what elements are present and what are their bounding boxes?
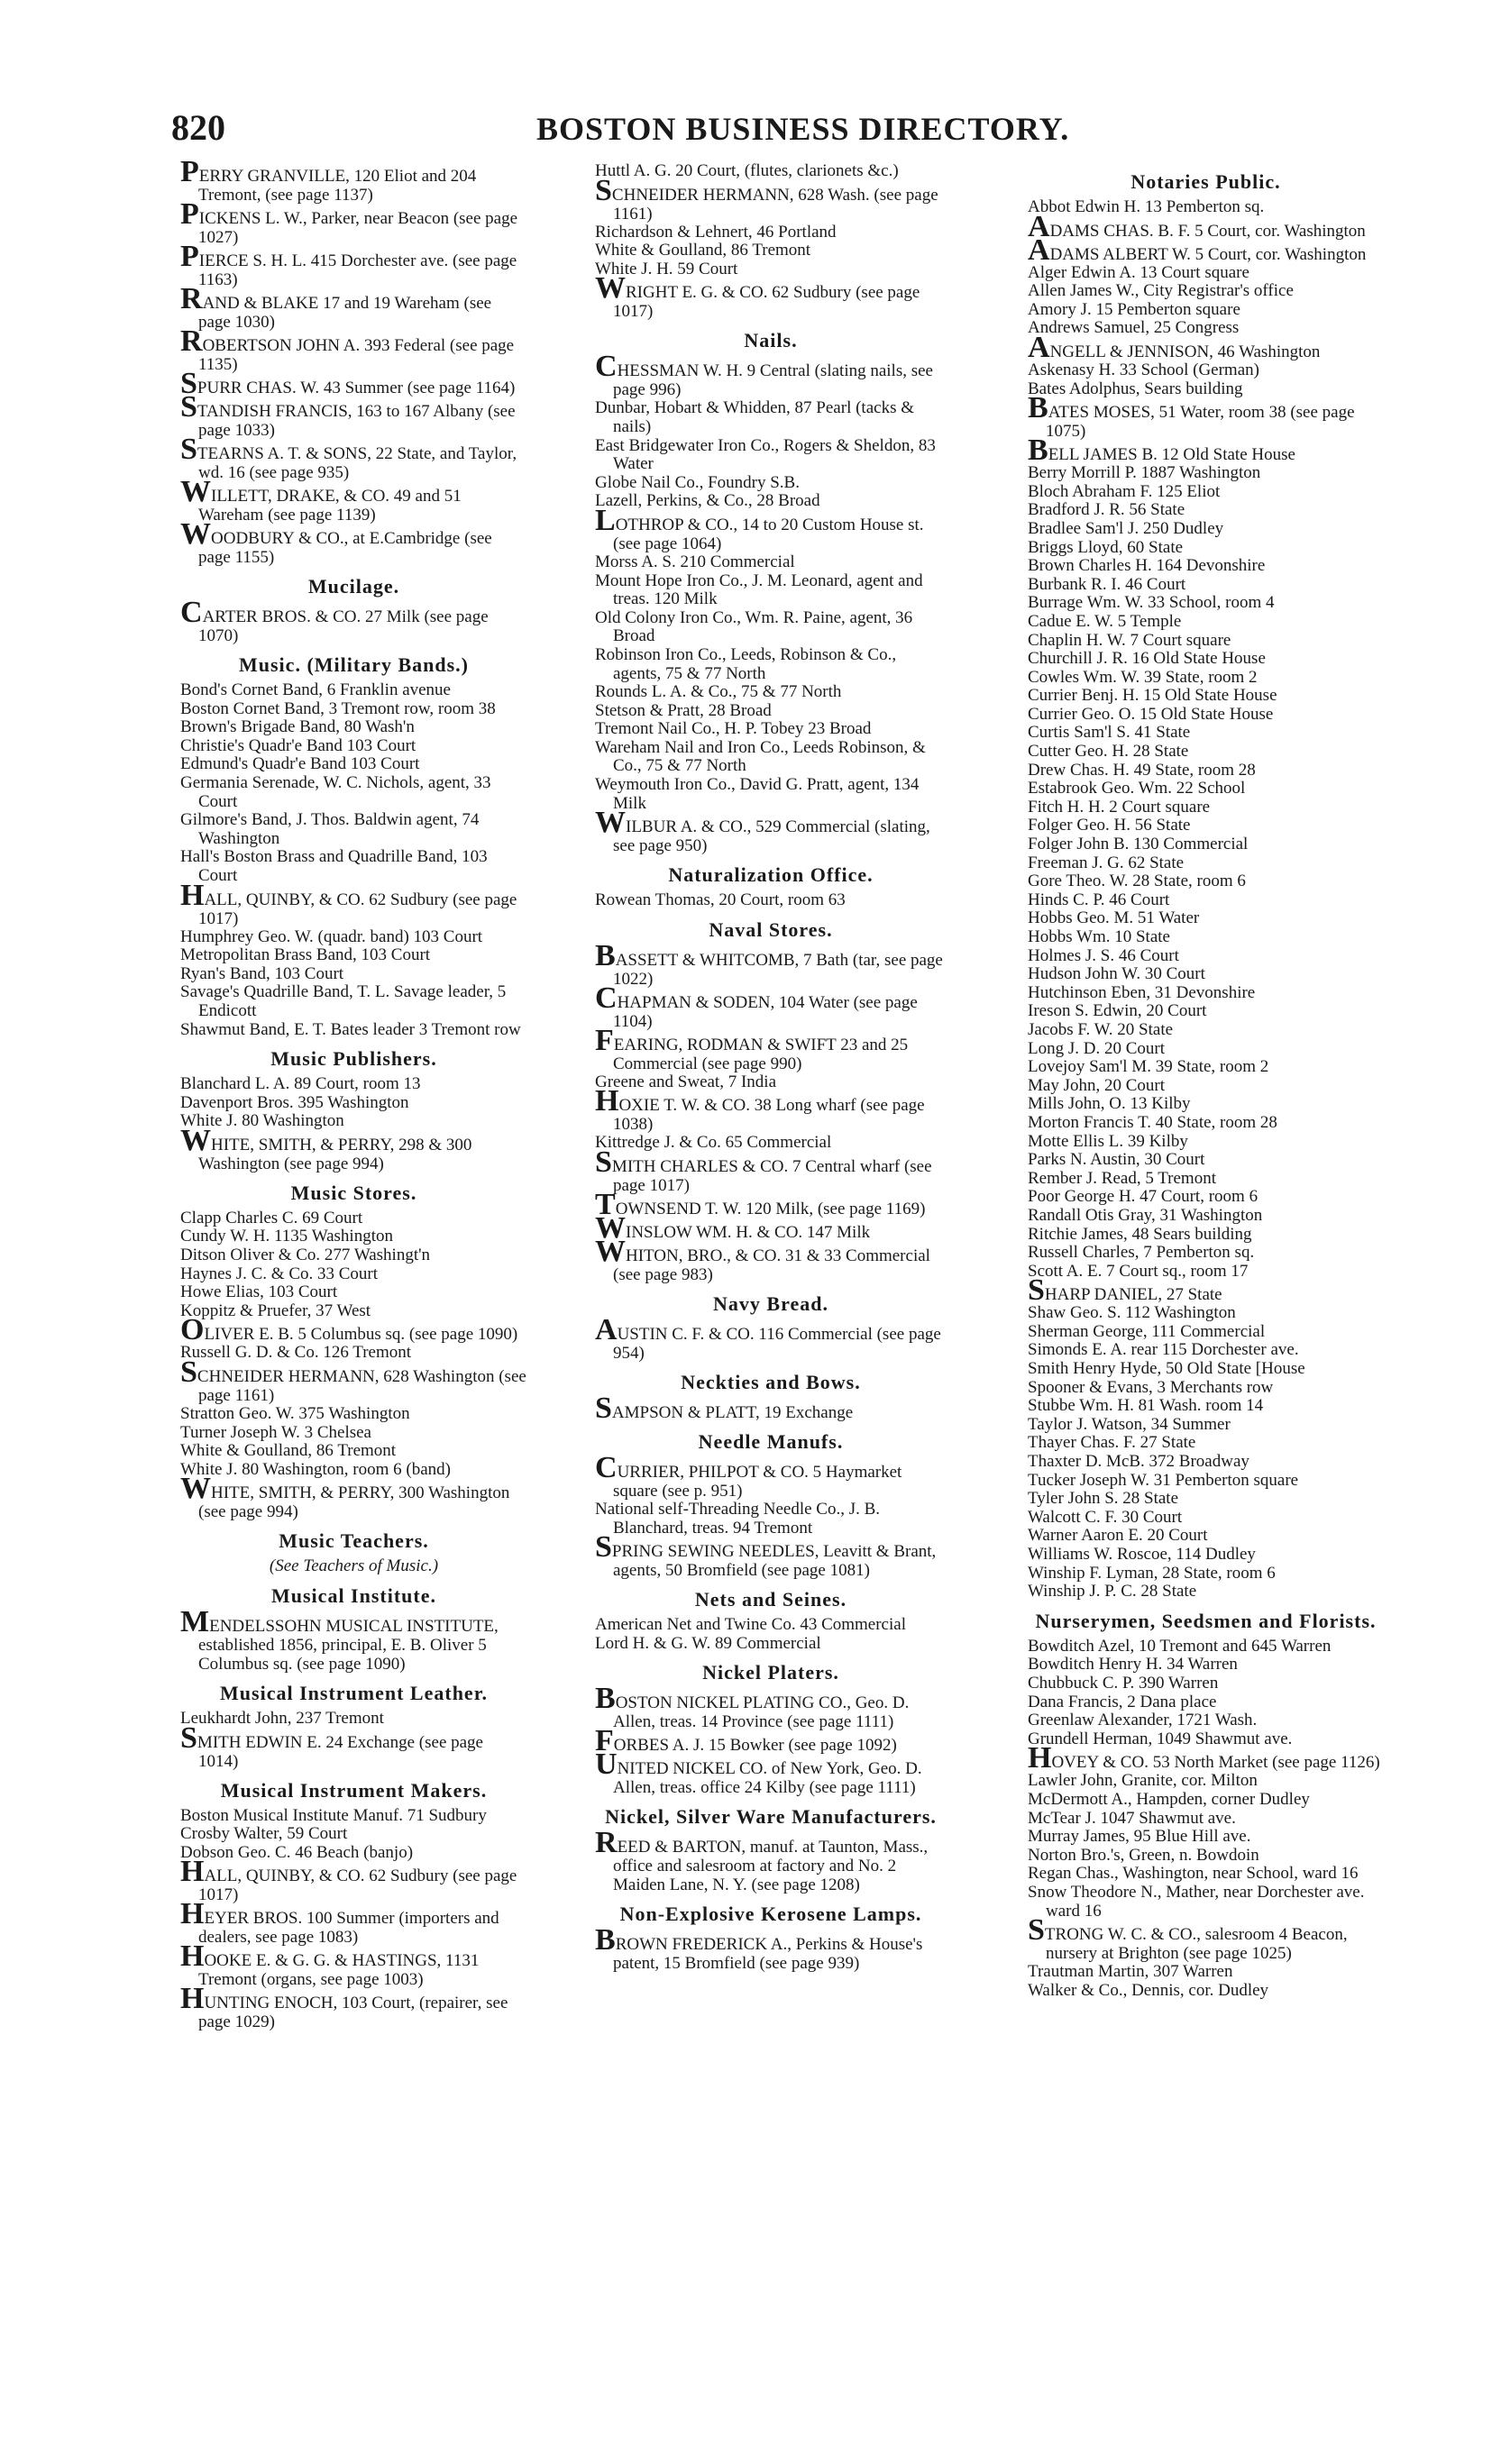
directory-entry: White J. H. 59 Court bbox=[595, 259, 738, 278]
directory-entry: Warner Aaron E. 20 Court bbox=[1028, 1526, 1208, 1546]
directory-entry: LOTHROP & CO., 14 to 20 Custom House st. (see page 1064) bbox=[595, 503, 924, 553]
directory-entry: Currier Benj. H. 15 Old State House bbox=[1028, 686, 1277, 706]
directory-entry: Boston Musical Institute Manuf. 71 Sudbury bbox=[180, 1805, 487, 1825]
directory-entry: Stratton Geo. W. 375 Washington bbox=[180, 1404, 410, 1424]
directory-entry: Thaxter D. McB. 372 Broadway bbox=[1028, 1452, 1249, 1472]
directory-entry: WHITE, SMITH, & PERRY, 298 & 300 Washington (see page 994) bbox=[180, 1123, 472, 1173]
directory-entry: Mount Hope Iron Co., J. M. Leonard, agent and treas. 120 Milk bbox=[595, 570, 923, 609]
directory-entry: White & Goulland, 86 Tremont bbox=[180, 1441, 397, 1461]
directory-entry: STEARNS A. T. & SONS, 22 State, and Taylor, wd. 16 (see page 935) bbox=[180, 433, 517, 482]
directory-entry: Berry Morrill P. 1887 Washington bbox=[1028, 463, 1261, 483]
directory-entry: Hobbs Wm. 10 State bbox=[1028, 927, 1170, 946]
directory-entry: WOODBURY & CO., at E.Cambridge (see page 1155) bbox=[180, 517, 492, 567]
directory-entry: Morton Francis T. 40 State, room 28 bbox=[1028, 1112, 1277, 1132]
directory-entry: Cadue E. W. 5 Temple bbox=[1028, 611, 1182, 631]
directory-entry: Rowean Thomas, 20 Court, room 63 bbox=[595, 890, 846, 910]
listing-group bbox=[180, 596, 527, 645]
directory-entry: Savage's Quadrille Band, T. L. Savage leader, 5 Endicott bbox=[180, 982, 507, 1020]
directory-entry: Burbank R. I. 46 Court bbox=[1028, 574, 1186, 594]
section-heading: Nickel Platers. bbox=[702, 1661, 839, 1684]
directory-entry: PICKENS L. W., Parker, near Beacon (see page 1027) bbox=[180, 197, 518, 247]
directory-entry: Grundell Herman, 1049 Shawmut ave. bbox=[1028, 1729, 1293, 1748]
directory-entry: STRONG W. C. & CO., salesroom 4 Beacon, nursery at Brighton (see page 1025) bbox=[1028, 1913, 1348, 1964]
listing-group bbox=[595, 1616, 947, 1653]
directory-entry: Holmes J. S. 46 Court bbox=[1028, 945, 1179, 965]
section-heading: Music Stores. bbox=[290, 1181, 417, 1204]
directory-entry: Askenasy H. 33 School (German) bbox=[1028, 360, 1259, 379]
directory-entry: HUNTING ENOCH, 103 Court, (repairer, see page 1029) bbox=[180, 1982, 508, 2032]
directory-entry: HALL, QUINBY, & CO. 62 Sudbury (see page 1017) bbox=[180, 878, 517, 928]
directory-entry: Walker & Co., Dennis, cor. Dudley bbox=[1028, 1980, 1269, 2000]
directory-entry: Bradlee Sam'l J. 250 Dudley bbox=[1028, 518, 1224, 538]
directory-entry: Hobbs Geo. M. 51 Water bbox=[1028, 908, 1200, 928]
directory-entry: Snow Theodore N., Mather, near Dorchester ave. ward 16 bbox=[1028, 1882, 1365, 1921]
directory-entry: Germania Serenade, W. C. Nichols, agent, 33 Court bbox=[180, 772, 491, 811]
directory-entry: Tremont Nail Co., H. P. Tobey 23 Broad bbox=[595, 719, 872, 739]
directory-entry: Abbot Edwin H. 13 Pemberton sq. bbox=[1028, 197, 1265, 216]
directory-entry: Russell G. D. & Co. 126 Tremont bbox=[180, 1343, 412, 1363]
directory-entry: Bloch Abraham F. 125 Eliot bbox=[1028, 481, 1221, 501]
directory-entry: Williams W. Roscoe, 114 Dudley bbox=[1028, 1545, 1256, 1564]
section-heading: Naturalization Office. bbox=[668, 863, 874, 887]
directory-entry: Norton Bro.'s, Green, n. Bowdoin bbox=[1028, 1845, 1259, 1865]
directory-entry: Koppitz & Pruefer, 37 West bbox=[180, 1300, 371, 1320]
directory-entry: Scott A. E. 7 Court sq., room 17 bbox=[1028, 1261, 1249, 1281]
directory-entry: WILBUR A. & CO., 529 Commercial (slating, see page 950) bbox=[595, 806, 930, 856]
directory-entry: Lawler John, Granite, cor. Milton bbox=[1028, 1771, 1258, 1791]
listing-group bbox=[180, 681, 527, 1039]
directory-entry: Davenport Bros. 395 Washington bbox=[180, 1092, 409, 1112]
section-heading: Non-Explosive Kerosene Lamps. bbox=[619, 1903, 922, 1926]
running-title: BOSTON BUSINESS DIRECTORY. bbox=[536, 111, 1070, 147]
directory-entry: Clapp Charles C. 69 Court bbox=[180, 1208, 363, 1227]
directory-entry: Leukhardt John, 237 Tremont bbox=[180, 1709, 384, 1728]
directory-entry: Spooner & Evans, 3 Merchants row bbox=[1028, 1377, 1274, 1397]
directory-entry: CHAPMAN & SODEN, 104 Water (see page 1104) bbox=[595, 981, 918, 1031]
directory-entry: FEARING, RODMAN & SWIFT 23 and 25 Commercial (see page 990) bbox=[595, 1023, 909, 1073]
directory-entry: East Bridgewater Iron Co., Rogers & Sheldon, 83 Water bbox=[595, 435, 936, 474]
directory-entry: Cundy W. H. 1135 Washington bbox=[180, 1227, 393, 1246]
listing-group bbox=[595, 891, 947, 910]
directory-entry: Poor George H. 47 Court, room 6 bbox=[1028, 1187, 1258, 1207]
directory-entry: National self-Threading Needle Co., J. B. Blanchard, treas. 94 Tremont bbox=[595, 1500, 881, 1538]
directory-entry: Globe Nail Co., Foundry S.B. bbox=[595, 472, 800, 492]
directory-entry: Andrews Samuel, 25 Congress bbox=[1028, 318, 1240, 338]
directory-entry: Metropolitan Brass Band, 103 Court bbox=[180, 945, 431, 965]
directory-entry: WHITON, BRO., & CO. 31 & 33 Commercial (see page 983) bbox=[595, 1235, 930, 1285]
directory-entry: Ireson S. Edwin, 20 Court bbox=[1028, 1001, 1207, 1021]
directory-entry: Long J. D. 20 Court bbox=[1028, 1038, 1165, 1058]
directory-entry: Rounds L. A. & Co., 75 & 77 North bbox=[595, 682, 842, 702]
directory-entry: PIERCE S. H. L. 415 Dorchester ave. (see page 1163) bbox=[180, 240, 517, 289]
section-heading: Music Publishers. bbox=[270, 1047, 437, 1071]
directory-entry: Christie's Quadr'e Band 103 Court bbox=[180, 735, 416, 755]
directory-entry: SMITH CHARLES & CO. 7 Central wharf (see page 1017) bbox=[595, 1145, 932, 1196]
directory-entry: Winship F. Lyman, 28 State, room 6 bbox=[1028, 1563, 1276, 1583]
directory-entry: Robinson Iron Co., Leeds, Robinson & Co., agents, 75 & 77 North bbox=[595, 644, 897, 683]
directory-entry: HALL, QUINBY, & CO. 62 Sudbury (see page 1017) bbox=[180, 1855, 517, 1905]
section-heading: Musical Instrument Makers. bbox=[220, 1778, 488, 1802]
directory-entry: Winship J. P. C. 28 State bbox=[1028, 1582, 1197, 1602]
directory-entry: Ritchie James, 48 Sears building bbox=[1028, 1224, 1252, 1244]
directory-entry: Kittredge J. & Co. 65 Commercial bbox=[595, 1133, 832, 1153]
directory-entry: Dobson Geo. C. 46 Beach (banjo) bbox=[180, 1842, 414, 1862]
directory-entry: ROBERTSON JOHN A. 393 Federal (see page 1135) bbox=[180, 324, 515, 374]
directory-entry: SMITH EDWIN E. 24 Exchange (see page 1014) bbox=[180, 1720, 483, 1771]
directory-entry: REED & BARTON, manuf. at Taunton, Mass., office and salesroom at factory and No. 2 Maiden Lane, N. Y. (see page 1208) bbox=[595, 1826, 929, 1895]
listing-group bbox=[595, 1826, 947, 1895]
directory-entry: Jacobs F. W. 20 State bbox=[1028, 1019, 1174, 1039]
directory-entry: White & Goulland, 86 Tremont bbox=[595, 241, 811, 260]
directory-entry: FORBES A. J. 15 Bowker (see page 1092) bbox=[595, 1724, 897, 1758]
directory-entry: Murray James, 95 Blue Hill ave. bbox=[1028, 1827, 1251, 1847]
directory-entry: Lord H. & G. W. 89 Commercial bbox=[595, 1633, 821, 1653]
listing-group bbox=[595, 1451, 947, 1581]
directory-entry: SPRING SEWING NEEDLES, Leavitt & Brant, agents, 50 Bromfield (see page 1081) bbox=[595, 1530, 937, 1581]
directory-entry: Hall's Boston Brass and Quadrille Band, 103 Court bbox=[180, 847, 488, 885]
directory-entry: Bradford J. R. 56 State bbox=[1028, 500, 1185, 520]
directory-entry: SPURR CHAS. W. 43 Summer (see page 1164) bbox=[180, 367, 516, 400]
directory-entry: CURRIER, PHILPOT & CO. 5 Haymarket square (see p. 951) bbox=[595, 1451, 902, 1501]
directory-entry: Amory J. 15 Pemberton square bbox=[1028, 299, 1240, 319]
directory-entry: Bowditch Henry H. 34 Warren bbox=[1028, 1655, 1238, 1675]
directory-entry: Taylor J. Watson, 34 Summer bbox=[1028, 1414, 1231, 1434]
section-heading: Music. (Military Bands.) bbox=[239, 653, 469, 676]
directory-entry: SCHNEIDER HERMANN, 628 Washington (see page 1161) bbox=[180, 1355, 526, 1406]
directory-entry: Cowles Wm. W. 39 State, room 2 bbox=[1028, 667, 1258, 687]
directory-entry: TOWNSEND T. W. 120 Milk, (see page 1169) bbox=[595, 1188, 926, 1222]
directory-entry: Bates Adolphus, Sears building bbox=[1028, 379, 1243, 398]
section-heading: Navy Bread. bbox=[713, 1292, 828, 1316]
directory-entry: White J. 80 Washington bbox=[180, 1111, 344, 1131]
directory-entry: ADAMS CHAS. B. F. 5 Court, cor. Washington bbox=[1028, 209, 1366, 243]
listing-group bbox=[1028, 1638, 1384, 2001]
directory-entry: ANGELL & JENNISON, 46 Washington bbox=[1028, 330, 1321, 364]
directory-entry: Regan Chas., Washington, near School, ward 16 bbox=[1028, 1864, 1359, 1884]
directory-entry: Greene and Sweat, 7 India bbox=[595, 1072, 777, 1091]
column-2 bbox=[595, 162, 947, 1973]
directory-entry: Allen James W., City Registrar's office bbox=[1028, 281, 1294, 301]
directory-entry: Curtis Sam'l S. 41 State bbox=[1028, 723, 1191, 743]
directory-entry: Dunbar, Hobart & Whidden, 87 Pearl (tacks & nails) bbox=[595, 398, 914, 436]
section-heading: Mucilage. bbox=[307, 575, 400, 598]
directory-entry: Mills John, O. 13 Kilby bbox=[1028, 1094, 1191, 1114]
directory-entry: HEYER BROS. 100 Summer (importers and dealers, see page 1083) bbox=[180, 1897, 499, 1948]
directory-entry: BROWN FREDERICK A., Perkins & House's patent, 15 Bromfield (see page 939) bbox=[595, 1923, 923, 1974]
directory-entry: Stubbe Wm. H. 81 Wash. room 14 bbox=[1028, 1396, 1264, 1416]
listing-group bbox=[180, 155, 527, 567]
directory-entry: SCHNEIDER HERMANN, 628 Wash. (see page 1161) bbox=[595, 173, 938, 224]
listing-group bbox=[595, 162, 947, 321]
directory-entry: Richardson & Lehnert, 46 Portland bbox=[595, 222, 837, 242]
directory-entry: Stetson & Pratt, 28 Broad bbox=[595, 700, 772, 720]
cross-reference-note: (See Teachers of Music.) bbox=[269, 1556, 439, 1576]
directory-entry: Old Colony Iron Co., Wm. R. Paine, agent, 36 Broad bbox=[595, 607, 913, 646]
directory-entry: Chubbuck C. P. 390 Warren bbox=[1028, 1673, 1219, 1693]
section-heading: Nails. bbox=[744, 329, 798, 352]
directory-entry: HOXIE T. W. & CO. 38 Long wharf (see page 1038) bbox=[595, 1084, 925, 1135]
directory-entry: Haynes J. C. & Co. 33 Court bbox=[180, 1264, 379, 1283]
directory-entry: White J. 80 Washington, room 6 (band) bbox=[180, 1459, 451, 1479]
directory-entry: Parks N. Austin, 30 Court bbox=[1028, 1150, 1205, 1170]
listing-group bbox=[595, 350, 947, 856]
section-heading: Nets and Seines. bbox=[694, 1588, 847, 1611]
directory-entry: Bond's Cornet Band, 6 Franklin avenue bbox=[180, 680, 451, 699]
directory-entry: Thayer Chas. F. 27 State bbox=[1028, 1433, 1196, 1453]
directory-entry: Currier Geo. O. 15 Old State House bbox=[1028, 704, 1274, 724]
directory-entry: Gilmore's Band, J. Thos. Baldwin agent, 74 Washington bbox=[180, 810, 480, 848]
section-heading: Musical Institute. bbox=[271, 1584, 436, 1607]
directory-entry: STANDISH FRANCIS, 163 to 167 Albany (see page 1033) bbox=[180, 390, 516, 440]
directory-entry: Turner Joseph W. 3 Chelsea bbox=[180, 1422, 371, 1442]
directory-entry: Ryan's Band, 103 Court bbox=[180, 963, 344, 983]
directory-entry: SAMPSON & PLATT, 19 Exchange bbox=[595, 1392, 854, 1426]
directory-entry: OLIVER E. B. 5 Columbus sq. (see page 1090) bbox=[180, 1313, 518, 1347]
directory-entry: CHESSMAN W. H. 9 Central (slating nails, see page 996) bbox=[595, 350, 933, 400]
directory-entry: AUSTIN C. F. & CO. 116 Commercial (see page 954) bbox=[595, 1313, 941, 1364]
directory-entry: Hutchinson Eben, 31 Devonshire bbox=[1028, 982, 1256, 1002]
directory-entry: Tucker Joseph W. 31 Pemberton square bbox=[1028, 1470, 1299, 1490]
directory-entry: Churchill J. R. 16 Old State House bbox=[1028, 649, 1266, 669]
directory-entry: Shawmut Band, E. T. Bates leader 3 Tremont row bbox=[180, 1019, 521, 1039]
directory-entry: Burrage Wm. W. 33 School, room 4 bbox=[1028, 593, 1275, 613]
directory-entry: Greenlaw Alexander, 1721 Wash. bbox=[1028, 1711, 1258, 1730]
directory-entry: UNITED NICKEL CO. of New York, Geo. D. Allen, treas. office 24 Kilby (see page 1111) bbox=[595, 1748, 922, 1798]
directory-entry: Boston Cornet Band, 3 Tremont row, room 38 bbox=[180, 698, 496, 718]
page-number: 820 bbox=[171, 107, 225, 148]
directory-entry: Estabrook Geo. Wm. 22 School bbox=[1028, 779, 1246, 799]
directory-entry: Wareham Nail and Iron Co., Leeds Robinson, & Co., 75 & 77 North bbox=[595, 737, 926, 776]
listing-group bbox=[180, 1710, 527, 1771]
listing-group bbox=[595, 1392, 947, 1426]
directory-entry: Bowditch Azel, 10 Tremont and 645 Warren bbox=[1028, 1636, 1332, 1656]
listing-group bbox=[595, 1923, 947, 1974]
section-heading: Notaries Public. bbox=[1130, 170, 1281, 193]
directory-entry: WILLETT, DRAKE, & CO. 49 and 51 Wareham (see page 1139) bbox=[180, 475, 462, 525]
section-heading: Music Teachers. bbox=[279, 1529, 429, 1553]
listing-group bbox=[595, 938, 947, 1285]
directory-entry: Humphrey Geo. W. (quadr. band) 103 Court bbox=[180, 926, 483, 946]
directory-entry: Motte Ellis L. 39 Kilby bbox=[1028, 1131, 1188, 1151]
section-heading: Naval Stores. bbox=[709, 917, 833, 941]
directory-entry: Briggs Lloyd, 60 State bbox=[1028, 537, 1184, 557]
directory-entry: American Net and Twine Co. 43 Commercial bbox=[595, 1615, 906, 1635]
directory-entry: Lovejoy Sam'l M. 39 State, room 2 bbox=[1028, 1057, 1269, 1077]
directory-entry: Folger Geo. H. 56 State bbox=[1028, 816, 1191, 835]
section-heading: Nickel, Silver Ware Manufacturers. bbox=[605, 1805, 937, 1829]
directory-entry: Morss A. S. 210 Commercial bbox=[595, 552, 795, 571]
section-heading: Needle Manufs. bbox=[698, 1430, 844, 1454]
directory-entry: BASSETT & WHITCOMB, 7 Bath (tar, see page 1022) bbox=[595, 938, 943, 989]
directory-entry: Lazell, Perkins, & Co., 28 Broad bbox=[595, 491, 820, 511]
directory-entry: Dana Francis, 2 Dana place bbox=[1028, 1692, 1217, 1711]
directory-entry: Brown Charles H. 164 Devonshire bbox=[1028, 556, 1266, 576]
directory-entry: WINSLOW WM. H. & CO. 147 Milk bbox=[595, 1211, 871, 1246]
directory-entry: SHARP DANIEL, 27 State bbox=[1028, 1273, 1222, 1308]
directory-entry: HOVEY & CO. 53 North Market (see page 1126) bbox=[1028, 1741, 1380, 1775]
directory-entry: PERRY GRANVILLE, 120 Eliot and 204 Tremont, (see page 1137) bbox=[180, 155, 477, 205]
directory-entry: WHITE, SMITH, & PERRY, 300 Washington (see page 994) bbox=[180, 1472, 510, 1522]
directory-entry: Weymouth Iron Co., David G. Pratt, agent, 134 Milk bbox=[595, 775, 920, 813]
directory-entry: CARTER BROS. & CO. 27 Milk (see page 1070) bbox=[180, 596, 489, 645]
directory-entry: BOSTON NICKEL PLATING CO., Geo. D. Allen, treas. 14 Province (see page 1111) bbox=[595, 1682, 910, 1732]
listing-group bbox=[180, 1075, 527, 1173]
page-header bbox=[171, 106, 1406, 160]
directory-entry: Ditson Oliver & Co. 277 Washingt'n bbox=[180, 1246, 431, 1265]
directory-entry: Edmund's Quadr'e Band 103 Court bbox=[180, 754, 420, 774]
directory-entry: Smith Henry Hyde, 50 Old State [House bbox=[1028, 1359, 1305, 1379]
directory-entry: Huttl A. G. 20 Court, (flutes, clarionets &c.) bbox=[595, 161, 899, 180]
listing-group bbox=[180, 1605, 527, 1674]
section-heading: Neckties and Bows. bbox=[681, 1371, 861, 1394]
column-3 bbox=[1028, 162, 1384, 2000]
listing-group bbox=[180, 1807, 527, 2032]
directory-entry: Sherman George, 111 Commercial bbox=[1028, 1321, 1266, 1341]
directory-entry: Hinds C. P. 46 Court bbox=[1028, 890, 1170, 909]
directory-entry: Fitch H. H. 2 Court square bbox=[1028, 797, 1211, 817]
directory-entry: HOOKE E. & G. G. & HASTINGS, 1131 Tremont (organs, see page 1003) bbox=[180, 1939, 480, 1990]
directory-entry: McTear J. 1047 Shawmut ave. bbox=[1028, 1808, 1236, 1828]
listing-group bbox=[180, 1209, 527, 1522]
directory-entry: Freeman J. G. 62 State bbox=[1028, 853, 1185, 872]
directory-entry: Alger Edwin A. 13 Court square bbox=[1028, 262, 1249, 282]
directory-entry: Randall Otis Gray, 31 Washington bbox=[1028, 1205, 1263, 1225]
directory-entry: Chaplin H. W. 7 Court square bbox=[1028, 630, 1231, 650]
directory-entry: Brown's Brigade Band, 80 Wash'n bbox=[180, 717, 415, 737]
directory-entry: Folger John B. 130 Commercial bbox=[1028, 835, 1249, 854]
directory-entry: Walcott C. F. 30 Court bbox=[1028, 1507, 1183, 1527]
directory-entry: Gore Theo. W. 28 State, room 6 bbox=[1028, 872, 1246, 891]
directory-entry: Crosby Walter, 59 Court bbox=[180, 1824, 348, 1844]
directory-entry: Rember J. Read, 5 Tremont bbox=[1028, 1168, 1216, 1188]
directory-entry: WRIGHT E. G. & CO. 62 Sudbury (see page 1017) bbox=[595, 271, 920, 322]
directory-entry: Howe Elias, 103 Court bbox=[180, 1282, 338, 1302]
listing-group bbox=[595, 1682, 947, 1798]
directory-entry: Shaw Geo. S. 112 Washington bbox=[1028, 1303, 1236, 1323]
listing-group bbox=[595, 1313, 947, 1364]
section-heading: Nurserymen, Seedsmen and Florists. bbox=[1035, 1609, 1377, 1632]
directory-entry: Cutter Geo. H. 28 State bbox=[1028, 742, 1189, 762]
directory-entry: Simonds E. A. rear 115 Dorchester ave. bbox=[1028, 1340, 1299, 1360]
directory-entry: BATES MOSES, 51 Water, room 38 (see page 1075) bbox=[1028, 391, 1355, 442]
directory-entry: MENDELSSOHN MUSICAL INSTITUTE, established 1856, principal, E. B. Oliver 5 Columbus sq. (see page 1090) bbox=[180, 1605, 499, 1674]
directory-entry: Blanchard L. A. 89 Court, room 13 bbox=[180, 1074, 421, 1094]
directory-entry: May John, 20 Court bbox=[1028, 1075, 1165, 1095]
directory-entry: Trautman Martin, 307 Warren bbox=[1028, 1962, 1233, 1982]
listing-group bbox=[1028, 198, 1384, 1602]
directory-entry: BELL JAMES B. 12 Old State House bbox=[1028, 433, 1295, 468]
directory-entry: Drew Chas. H. 49 State, room 28 bbox=[1028, 760, 1256, 780]
directory-entry: McDermott A., Hampden, corner Dudley bbox=[1028, 1789, 1310, 1809]
directory-entry: ADAMS ALBERT W. 5 Court, cor. Washington bbox=[1028, 233, 1367, 267]
column-1 bbox=[180, 155, 527, 2032]
directory-entry: Tyler John S. 28 State bbox=[1028, 1489, 1179, 1509]
directory-entry: Russell Charles, 7 Pemberton sq. bbox=[1028, 1243, 1255, 1263]
directory-entry: Hudson John W. 30 Court bbox=[1028, 964, 1205, 984]
directory-entry: RAND & BLAKE 17 and 19 Wareham (see page 1030) bbox=[180, 282, 492, 332]
section-heading: Musical Instrument Leather. bbox=[220, 1682, 488, 1704]
